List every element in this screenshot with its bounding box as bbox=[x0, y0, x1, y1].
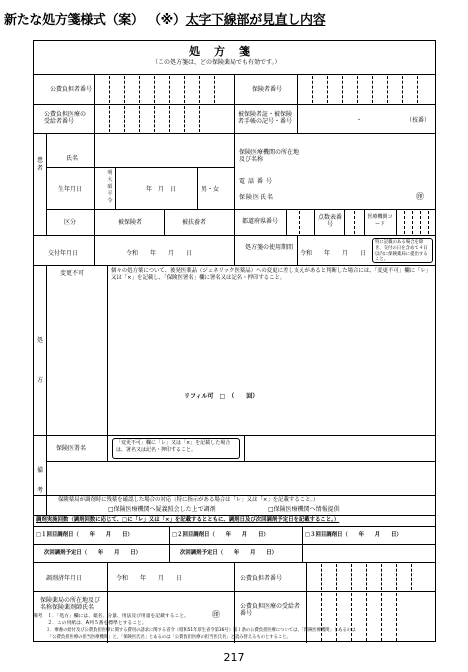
option-inquiry[interactable]: □保険医療機関へ疑義照会した上で調剤 bbox=[108, 506, 216, 513]
leftover-drug-note: 保険薬局が調剤時に残薬を確認した場合の対応（特に指示がある場合は「レ」又は「×」を記載すること。） bbox=[58, 497, 319, 503]
pharmacist-seal: ㊞ bbox=[212, 610, 220, 619]
dependent-option: 被扶養者 bbox=[182, 219, 207, 226]
next-date-1: 次回調剤予定日（ 年 月 日） bbox=[44, 550, 142, 556]
dispense-1[interactable]: □１回目調剤日（ 年 月 日） bbox=[36, 532, 133, 538]
era-list: 明大昭平令 bbox=[107, 170, 113, 204]
patient-name-label: 氏名 bbox=[66, 155, 79, 162]
dispense-3[interactable]: □３回目調剤日（ 年 月 日） bbox=[305, 532, 402, 538]
insurer-number-label: 公費負担者番号 bbox=[50, 86, 93, 93]
sex-options: 男・女 bbox=[201, 186, 220, 193]
page-header bbox=[4, 9, 325, 28]
clinic-code-label: 医療機関コード bbox=[367, 214, 393, 227]
doctor-signature-label: 保険医署名 bbox=[56, 445, 87, 452]
issue-date-value: 令和 年 月 日 bbox=[126, 250, 193, 257]
footnote-4: 「公費負担医療の担当医療機関」と、「保険医氏名」とあるのは「公費負担医療の担当医氏名」と読み替えるものとすること。 bbox=[33, 635, 291, 640]
dob-label: 生年月日 bbox=[58, 186, 83, 193]
issue-date-label: 交付年月日 bbox=[48, 250, 79, 257]
pharmacy-label: 保険薬局の所在地及び名称保険薬剤師氏名 bbox=[40, 597, 101, 611]
no-change-label: 変更不可 bbox=[60, 270, 85, 277]
clinic-address-label: 保険医療機関の所在地及び名称 bbox=[239, 149, 300, 163]
patient-section-label: 患者 bbox=[37, 157, 44, 172]
signature-note: 「変更不可」欄に「レ」又は「×」を記載した場合は、署名又は記名・押印すること。 bbox=[112, 438, 240, 459]
doctor-label: 保険医氏名 bbox=[239, 194, 275, 201]
refill-checkbox[interactable]: リフィル可 □ （ 回） bbox=[184, 393, 259, 400]
footnote-3: ３．療養の給付及び公費負担医療に関する費用の請求に関する省令（昭和51年厚生省令第36号）第１条の公費負担医療については、「保険医療機関」とあるのは bbox=[33, 628, 356, 633]
form-subtitle: （この処方箋は、どの保険薬局でも有効です。） bbox=[152, 59, 281, 66]
bottom-insurer-label: 公費負担者番号 bbox=[240, 575, 283, 582]
card-dot: ・ bbox=[356, 117, 363, 124]
branch-label: （枝番） bbox=[406, 117, 431, 124]
footnote-1: 備考 １．「処方」欄には、薬名、分量、用法及び用量を記載すること。 bbox=[33, 614, 189, 619]
footnote-2: ２．この用紙は、A列５番を標準とすること。 bbox=[33, 621, 147, 626]
dispense-2[interactable]: □２回目調剤日（ 年 月 日） bbox=[172, 532, 269, 538]
option-info[interactable]: □保険医療機関へ情報提供 bbox=[268, 506, 340, 513]
insurer-label: 保険者番号 bbox=[252, 86, 283, 93]
form-title: 処方箋 bbox=[189, 45, 264, 58]
prescription-form bbox=[33, 40, 436, 642]
header-note-prefix: （※） bbox=[147, 13, 186, 28]
pref-number-label: 都道府県番号 bbox=[242, 218, 279, 225]
valid-period-label: 処方箋の使用期間 bbox=[244, 244, 293, 251]
rx-section-label: 処方 bbox=[37, 337, 44, 384]
insured-option: 被保険者 bbox=[118, 219, 143, 226]
no-change-note: 個々の処方薬について、後発医薬品（ジェネリック医薬品）への変更に差し支えがあると判断した場合には、「変更不可」欄に「レ」又は「×」を記載し、「保険医署名」欄に署名又は記名・押印すること。 bbox=[111, 268, 429, 281]
recipient-number-label: 公費負担医療の受給者番号 bbox=[44, 111, 87, 125]
dispensed-date-value: 令和 年 月 日 bbox=[116, 575, 183, 582]
next-date-2: 次回調剤予定日（ 年 月 日） bbox=[180, 550, 278, 556]
bottom-recipient-label: 公費負担医療の受給者番号 bbox=[240, 603, 301, 617]
doctor-seal: ㊞ bbox=[416, 192, 424, 201]
phone-label: 電話番号 bbox=[239, 178, 276, 185]
score-table-label: 点数表番号 bbox=[318, 214, 343, 228]
header-note-underlined: 太字下線部が見直し内容 bbox=[185, 13, 326, 28]
dob-ymd: 年 月 日 bbox=[146, 186, 177, 193]
header-title: 新たな処方箋様式（案） bbox=[4, 13, 144, 28]
refill-count-heading: 調剤実施回数（調剤回数に応じて、□に「レ」又は「×」を記載するとともに、調剤日及び次回調剤予定日を記載すること。） bbox=[36, 517, 340, 523]
category-label: 区分 bbox=[64, 219, 77, 226]
remarks-section-label: 備考 bbox=[37, 467, 44, 494]
card-label: 被保険者証・被保険者手帳の記号・番号 bbox=[238, 111, 293, 125]
page-number: 217 bbox=[223, 651, 245, 664]
valid-period-note: 特に記載のある場合を除き、交付の日を含めて４日以内に保険薬局に提出すること。 bbox=[372, 238, 433, 263]
dispensed-date-label: 調剤済年月日 bbox=[46, 575, 83, 582]
valid-period-value: 令和 年 月 日 bbox=[300, 250, 367, 257]
